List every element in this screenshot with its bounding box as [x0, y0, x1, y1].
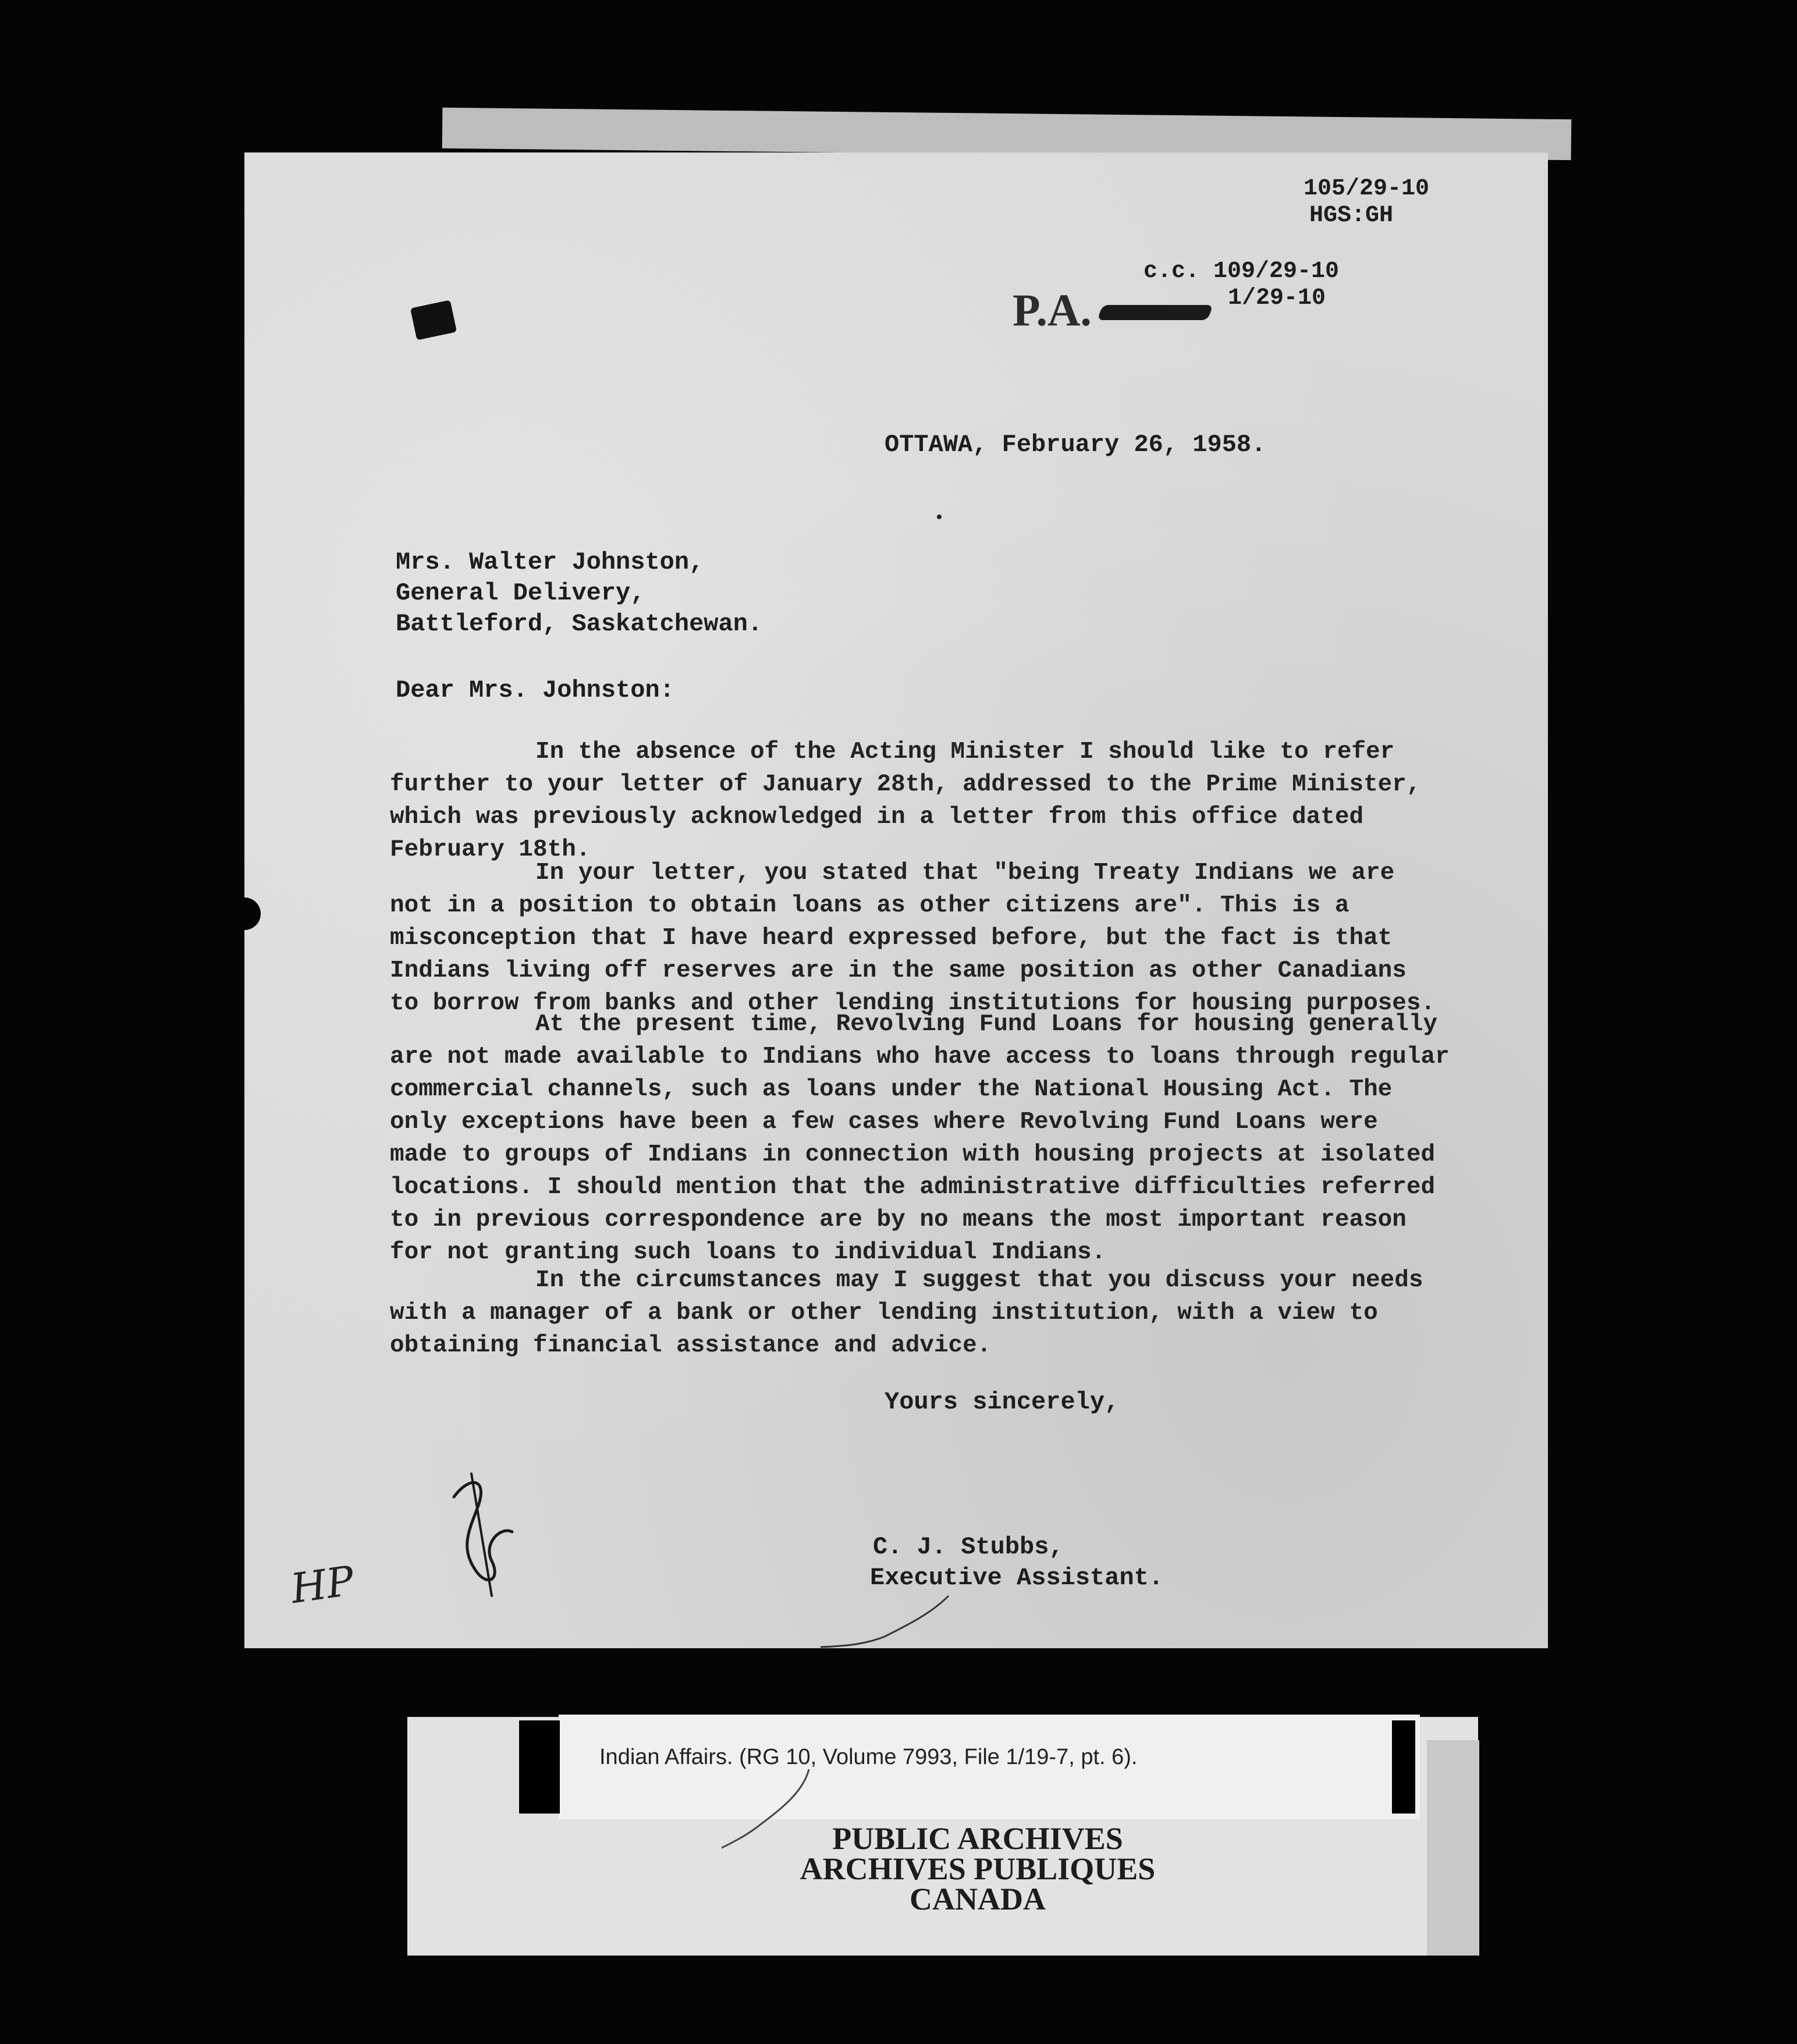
pa-stamp: P.A.	[1013, 285, 1092, 335]
paragraph-line: At the present time, Revolving Fund Loans for housing generally	[535, 1011, 1438, 1038]
file-reference: 105/29-10	[1304, 176, 1430, 202]
paragraph-line: only exceptions have been a few cases where Revolving Fund Loans were	[390, 1109, 1378, 1135]
paragraph-line: In your letter, you stated that "being Treaty Indians we are	[535, 860, 1395, 886]
pa-reference: 1/29-10	[1228, 285, 1326, 311]
recipient-name: Mrs. Walter Johnston,	[396, 548, 704, 576]
paragraph-line: are not made available to Indians who have access to loans through regular	[390, 1044, 1450, 1070]
punch-hole	[244, 897, 261, 930]
letter-page	[244, 152, 1548, 1648]
typist-initials: HGS:GH	[1309, 203, 1394, 229]
signer-name: C. J. Stubbs,	[873, 1533, 1064, 1561]
paragraph-line: locations. I should mention that the administrative difficulties referred	[390, 1174, 1436, 1201]
cc-reference: c.c. 109/29-10	[1143, 258, 1340, 285]
salutation: Dear Mrs. Johnston:	[396, 676, 674, 704]
paragraph-line: further to your letter of January 28th, addressed to the Prime Minister,	[390, 771, 1421, 798]
recipient-address-line: General Delivery,	[396, 579, 645, 607]
paragraph-line: In the circumstances may I suggest that you discuss your needs	[535, 1267, 1423, 1294]
paragraph-line: for not granting such loans to individual Indians.	[390, 1239, 1106, 1266]
paragraph-line: misconception that I have heard expressed before, but the fact is that	[390, 925, 1393, 952]
paragraph-line: made to groups of Indians in connection with housing projects at isolated	[390, 1141, 1436, 1168]
handwritten-initials: HP	[287, 1556, 357, 1613]
body-paragraph-1	[390, 736, 1530, 866]
archive-stamp-line: ARCHIVES PUBLIQUES	[800, 1851, 1156, 1886]
body-paragraph-2	[390, 857, 1530, 1020]
arrow-icon	[1097, 305, 1213, 320]
paragraph-line: commercial channels, such as loans under the National Housing Act. The	[390, 1076, 1393, 1103]
dateline: OTTAWA, February 26, 1958.	[885, 431, 1266, 459]
archive-stamp-line: PUBLIC ARCHIVES	[832, 1821, 1123, 1856]
body-paragraph-3	[390, 1008, 1530, 1269]
label-mask-right	[1392, 1720, 1415, 1814]
complimentary-closing: Yours sincerely,	[885, 1388, 1120, 1416]
paragraph-line: In the absence of the Acting Minister I should like to refer	[535, 739, 1395, 765]
archive-reference: Indian Affairs. (RG 10, Volume 7993, File 1/19-7, pt. 6).	[599, 1745, 1138, 1769]
paragraph-line: Indians living off reserves are in the same position as other Canadians	[390, 957, 1407, 984]
staple-mark	[410, 300, 457, 340]
archive-stamp-line: CANADA	[910, 1882, 1046, 1917]
recipient-address-line: Battleford, Saskatchewan.	[396, 610, 763, 638]
signer-title: Executive Assistant.	[870, 1564, 1164, 1592]
label-card-edge	[1427, 1740, 1479, 1956]
paragraph-line: February 18th.	[390, 836, 591, 863]
label-mask-left	[519, 1720, 560, 1814]
paragraph-line: to borrow from banks and other lending institutions for housing purposes.	[390, 990, 1436, 1017]
paragraph-line: not in a position to obtain loans as other citizens are". This is a	[390, 892, 1349, 919]
handwritten-signature-mark	[436, 1462, 530, 1602]
paragraph-line: to in previous correspondence are by no means the most important reason	[390, 1206, 1407, 1233]
paragraph-line: with a manager of a bank or other lending institution, with a view to	[390, 1300, 1378, 1326]
ink-speck	[937, 514, 942, 519]
paragraph-line: obtaining financial assistance and advice.	[390, 1332, 992, 1359]
pen-stroke	[815, 1590, 954, 1648]
body-paragraph-4	[390, 1264, 1530, 1362]
paragraph-line: which was previously acknowledged in a letter from this office dated	[390, 804, 1364, 831]
